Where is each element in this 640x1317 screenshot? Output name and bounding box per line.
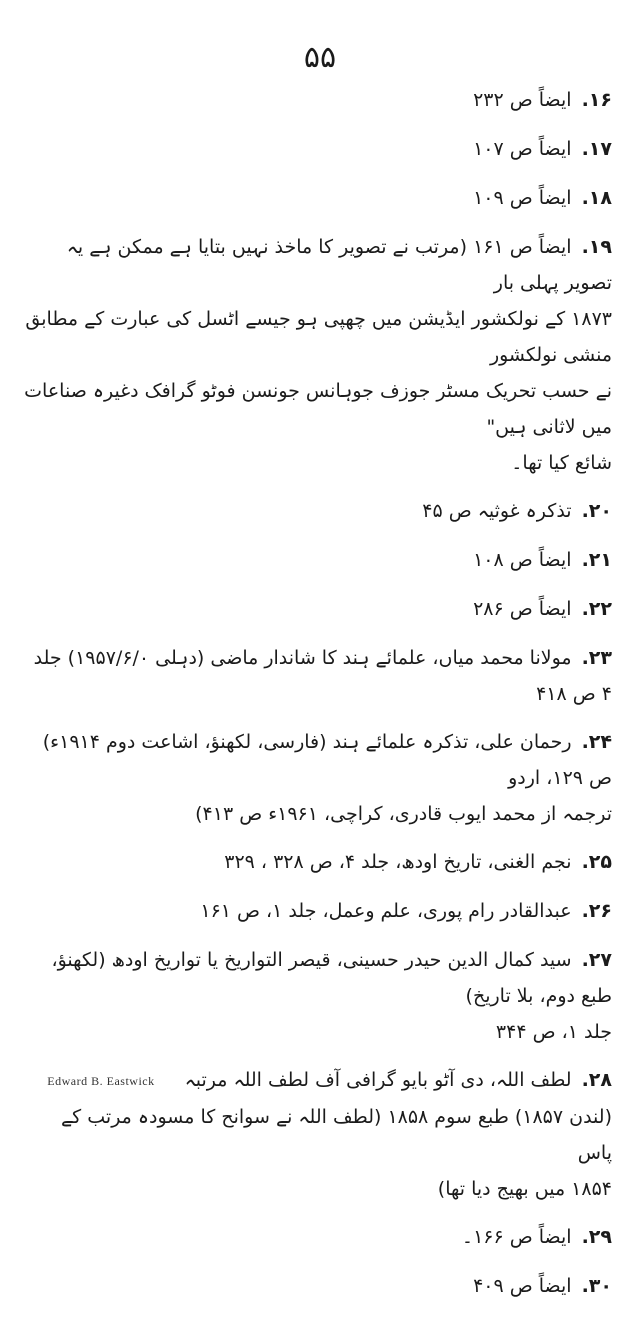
footnote-number: ۱۷.	[581, 138, 612, 160]
footnote-number: ۲۵.	[581, 851, 612, 873]
footnote-line: ۱۸۵۴ میں بھیج دیا تھا)	[437, 1177, 612, 1200]
footnote-17	[22, 131, 612, 167]
footnote-line	[22, 229, 612, 301]
footnote-line	[22, 724, 612, 796]
editor-name-latin: Edward B. Eastwick	[47, 1073, 155, 1088]
footnote-30	[22, 1268, 612, 1304]
footnotes-list	[22, 82, 612, 1317]
footnote-line: نے حسب تحریک مسٹر جوزف جوہانس جونسن فوٹو گرافک دغیرہ صناعات میں لاثانی ہیں"	[24, 380, 612, 438]
footnote-text: ایضاً ص ۱۰۹	[473, 187, 572, 209]
page-number: ۵۵	[303, 40, 337, 75]
footnote-23	[22, 640, 612, 712]
footnote-number: ۲۹.	[581, 1225, 612, 1248]
footnote-number: ۲۸.	[581, 1069, 612, 1091]
footnote-19	[22, 229, 612, 481]
footnote-number: ۳۰.	[581, 1274, 612, 1297]
footnote-number: ۱۹.	[581, 236, 612, 258]
footnote-text: ایضاً ص ۴۰۹	[473, 1274, 572, 1297]
footnote-24	[22, 724, 612, 832]
footnote-27	[22, 942, 612, 1050]
footnote-text: ایضاً ص ۲۸۶	[473, 598, 572, 620]
footnote-text: رحمان علی، تذکرہ علمائے ہند (فارسی، لکھنؤ، اشاعت دوم ۱۹۱۴ء) ص ۱۲۹، اردو	[42, 731, 612, 789]
footnote-text: مولانا محمد میاں، علمائے ہند کا شاندار ماضی (دہلی ۱۹۵۷/۶/۰) جلد ۴ ص ۴۱۸	[33, 647, 612, 705]
footnote-number: ۲۱.	[581, 549, 612, 571]
footnote-29	[22, 1219, 612, 1255]
footnote-26	[22, 893, 612, 929]
footnote-number: ۲۶.	[581, 900, 612, 922]
footnote-line	[22, 1062, 612, 1099]
footnote-line: شائع کیا تھا۔	[511, 452, 612, 474]
footnote-text: نجم الغنی، تاریخ اودھ، جلد ۴، ص ۳۲۸ ، ۳۲۹	[224, 851, 572, 873]
footnote-line: (لندن ۱۸۵۷) طبع سوم ۱۸۵۸ (لطف اللہ نے سوانح کا مسودہ مرتب کے پاس	[61, 1105, 612, 1164]
footnote-line	[22, 942, 612, 1014]
footnote-line: جلد ۱، ص ۳۴۴	[495, 1021, 612, 1043]
footnote-22	[22, 591, 612, 627]
footnote-21	[22, 542, 612, 578]
footnote-number: ۲۲.	[581, 598, 612, 620]
footnote-number: ۲۴.	[581, 731, 612, 753]
footnote-number: ۱۸.	[581, 187, 612, 209]
footnote-text: ایضاً ص ۱۶۶۔	[461, 1225, 572, 1248]
footnote-text: تذکرہ غوثیہ ص ۴۵	[422, 500, 572, 522]
footnote-16	[22, 82, 612, 118]
footnote-text: سید کمال الدین حیدر حسینی، قیصر التواریخ یا تواریخ اودھ (لکھنؤ، طبع دوم، بلا تاریخ)	[51, 949, 612, 1007]
footnote-number: ۲۷.	[581, 949, 612, 971]
footnote-text: لطف اللہ، دی آٹو بایو گرافی آف لطف اللہ مرتبہ	[184, 1069, 572, 1091]
footnote-28	[22, 1062, 612, 1207]
footnote-line: ترجمہ از محمد ایوب قادری، کراچی، ۱۹۶۱ء ص ۴۱۳)	[195, 803, 612, 825]
footnote-number: ۲۳.	[581, 647, 612, 669]
footnote-text: ایضاً ص ۲۳۲	[473, 89, 572, 111]
footnote-20	[22, 493, 612, 529]
footnote-text: عبدالقادر رام پوری، علم وعمل، جلد ۱، ص ۱۶۱	[200, 900, 572, 922]
footnote-text: ایضاً ص ۱۰۷	[473, 138, 572, 160]
footnote-18	[22, 180, 612, 216]
footnote-text: ایضاً ص ۱۶۱ (مرتب نے تصویر کا ماخذ نہیں بتایا ہے ممکن ہے یہ تصویر پہلی بار	[66, 236, 612, 294]
footnote-25	[22, 844, 612, 880]
footnote-number: ۱۶.	[581, 89, 612, 111]
footnote-text: ایضاً ص ۱۰۸	[473, 549, 572, 571]
footnote-line: ۱۸۷۳ کے نولکشور ایڈیشن میں چھپی ہو جیسے اٹسل کی عبارت کے مطابق منشی نولکشور	[25, 308, 612, 366]
footnote-number: ۲۰.	[581, 500, 612, 522]
